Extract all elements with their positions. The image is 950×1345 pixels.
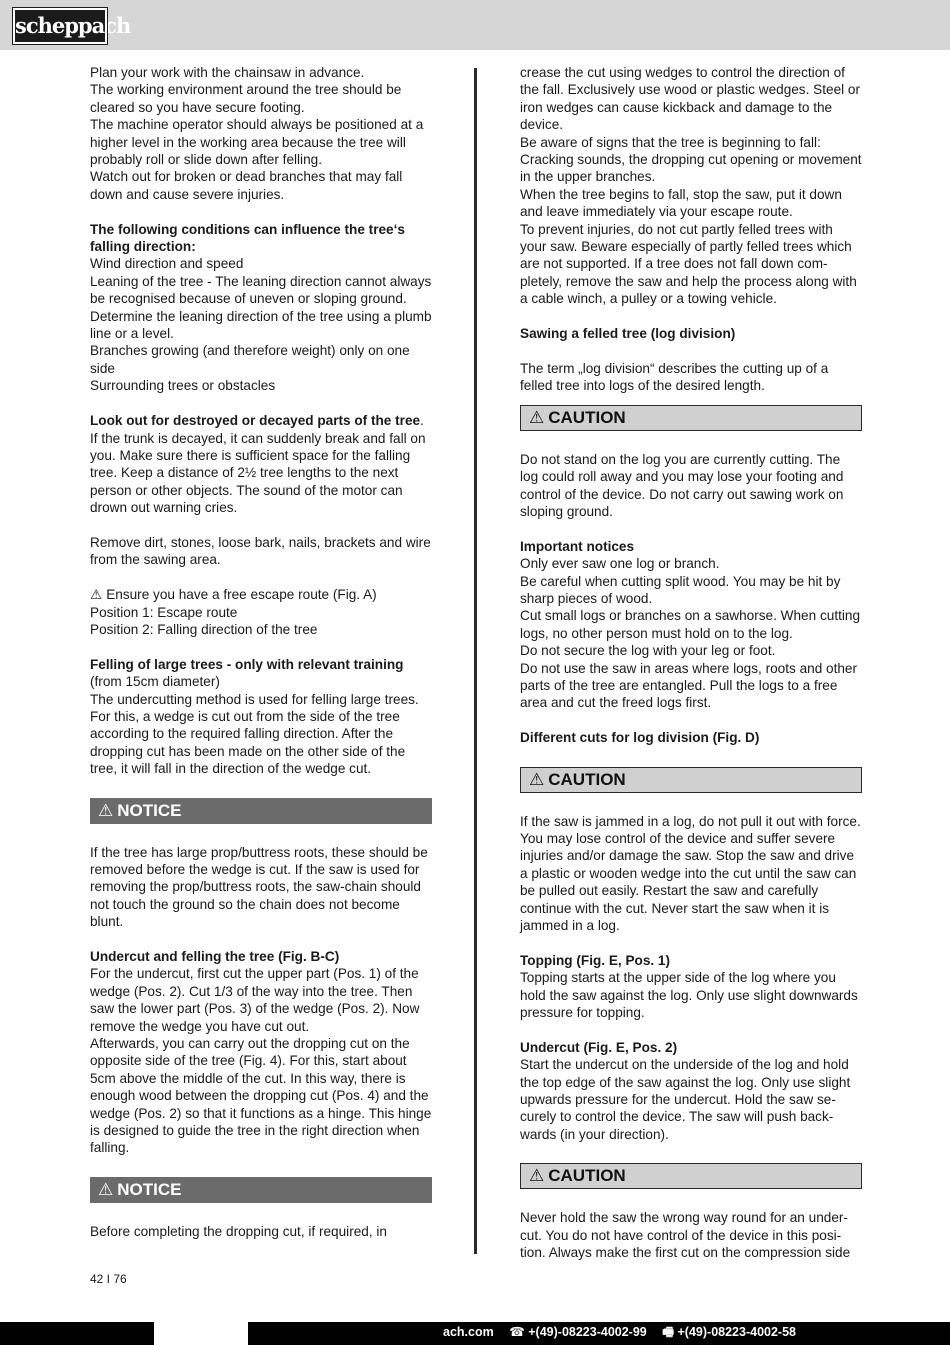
footer-gap	[154, 1322, 248, 1345]
right-column	[520, 64, 862, 1261]
caution-box	[520, 405, 862, 431]
paragraph: Plan your work with the chainsaw in advance.	[90, 65, 365, 80]
paragraph: The working environment around the tree should be cleared so you have secure footing.	[90, 82, 402, 115]
section-heading: Undercut and felling the tree (Fig. B-C)	[90, 949, 340, 964]
caution-box	[520, 767, 862, 793]
caution-box	[520, 1163, 862, 1189]
list-item: Branches growing (and therefore weight) only on one side	[90, 343, 410, 376]
section-heading: The following conditions can influence the tree‘s falling direction:	[90, 221, 405, 255]
caution-label: CAUTION	[548, 769, 626, 789]
paragraph	[90, 412, 432, 516]
paragraph: Position 1: Escape route	[90, 604, 238, 620]
paragraph-text: . If the trunk is decayed, it can suddenly break and fall on you. Make sure there is sufficient space for the falling tree. Keep a distance of 2½ tree lengths to the next person or other objects. The sound of the motor can drown out warning cries.	[90, 413, 426, 516]
paragraph: Remove dirt, stones, loose bark, nails, brackets and wire from the sawing area.	[90, 534, 431, 568]
paragraph: Watch out for broken or dead branches that may fall down and cause severe injuries.	[90, 169, 403, 202]
paragraph: crease the cut using wedges to control the direction of the fall. Exclusively use wood or plastic wedges. Steel or iron wedges can cause kickback and damage to the device.	[520, 65, 861, 133]
list-item: Wind direction and speed	[90, 256, 244, 272]
caution-label: CAUTION	[548, 1166, 626, 1186]
paragraph: The undercutting method is used for felling large trees. For this, a wedge is cut out from the side of the tree according to the required falling direction. After the dropping cut has been made on the other side of the tree, it will fall in the direction of the wedge cut.	[90, 691, 419, 777]
list-item: Only ever saw one log or branch.	[520, 556, 720, 572]
footer-contact	[431, 1322, 796, 1345]
page-number: 42 I 76	[90, 1272, 127, 1286]
left-column	[90, 64, 432, 1240]
paragraph: Be aware of signs that the tree is beginning to fall: Cracking sounds, the dropping cut opening or movement in the upper branches.	[520, 134, 862, 185]
section-heading: Different cuts for log division (Fig. D)	[520, 730, 760, 746]
page-footer	[0, 1322, 950, 1345]
notice-label: NOTICE	[117, 1179, 182, 1199]
warning-icon: ⚠	[90, 587, 103, 603]
paragraph-text: Ensure you have a free escape route (Fig. A)	[106, 587, 377, 603]
list-item: Do not use the saw in areas where logs, roots and other parts of the tree are entangled. Pull the logs to a free area and cut the freed logs first.	[520, 660, 858, 711]
warning-icon: ⚠	[529, 407, 545, 427]
scheppach-logo: scheppach	[13, 8, 107, 44]
section-heading: Sawing a felled tree (log division)	[520, 326, 736, 342]
warning-icon: ⚠	[98, 1179, 114, 1199]
notice-box	[90, 1177, 432, 1203]
paragraph: Afterwards, you can carry out the dropping cut on the opposite side of the tree (Fig. 4). For this, start about 5cm above the middle of the cut. In this way, there is enough wood between the dropping cut (Pos. 4) and the wedge (Pos. 2) so that it functions as a hinge. This hinge is designed to guide the tree in the right direction when falling.	[90, 1036, 432, 1156]
section-heading: Look out for destroyed or decayed parts of the tree	[90, 413, 421, 429]
paragraph: Do not stand on the log you are currently cutting. The log could roll away and you may lose your footing and control of the device. Do not carry out sawing work on sloping ground.	[520, 451, 844, 519]
list-item: Be careful when cutting split wood. You may be hit by sharp pieces of wood.	[520, 573, 841, 606]
paragraph: Position 2: Falling direction of the tree	[90, 621, 318, 637]
section-heading: Topping (Fig. E, Pos. 1)	[520, 952, 671, 968]
paragraph: For the undercut, first cut the upper part (Pos. 1) of the wedge (Pos. 2). Cut 1/3 of the way into the tree. Then saw the lower part (Pos. 3) of the wedge (Pos. 2). Now remove the wedge you have cut out.	[90, 966, 420, 1034]
paragraph: When the tree begins to fall, stop the saw, put it down and leave immediately via your escape route.	[520, 186, 842, 220]
paragraph: The term „log division“ describes the cutting up of a felled tree into logs of the desired length.	[520, 360, 829, 394]
list-item: Surrounding trees or obstacles	[90, 378, 276, 394]
paragraph: Topping starts at the upper side of the log where you hold the saw against the log. Only use slight downwards pressure for topping.	[520, 970, 858, 1021]
paragraph: Start the undercut on the underside of the log and hold the top edge of the saw against the log. Only use slight upwards pressure for the undercut. Hold the saw securely to control the device. The saw will push backwards (in your direction).	[520, 1057, 851, 1142]
paragraph: Before completing the dropping cut, if required, in	[90, 1223, 387, 1239]
paragraph: To prevent injuries, do not cut partly felled trees with your saw. Beware especially of partly felled trees which are not supported. If a tree does not fall down completely, remove the saw and help the process along with a cable winch, a pulley or a towing vehicle.	[520, 221, 857, 307]
caution-label: CAUTION	[548, 407, 626, 427]
footer-website: ach.com	[443, 1325, 494, 1339]
paragraph: If the saw is jammed in a log, do not pull it out with force. You may lose control of the device and suffer severe injuries and/or damage the saw. Stop the saw and drive a plastic or wooden wedge into the cut until the saw can be pulled out easily. Restart the saw and carefully continue with the cut. Never start the saw when it is jammed in a log.	[520, 813, 861, 933]
footer-phone: ☎ +(49)-08223-4002-99	[509, 1325, 647, 1339]
section-heading: Felling of large trees - only with relevant training	[90, 656, 404, 672]
notice-label: NOTICE	[117, 800, 182, 820]
footer-fax: 🖷 +(49)-08223-4002-58	[662, 1325, 796, 1339]
list-item: Cut small logs or branches on a sawhorse. When cutting logs, no other person must hold on to the log.	[520, 608, 861, 641]
paragraph: (from 15cm diameter)	[90, 674, 220, 690]
section-heading: Undercut (Fig. E, Pos. 2)	[520, 1039, 678, 1055]
list-item: Do not secure the log with your leg or foot.	[520, 643, 776, 659]
paragraph	[90, 586, 432, 603]
paragraph: If the tree has large prop/buttress roots, these should be removed before the wedge is cut. If the saw is used for removing the prop/buttress roots, the saw-chain should not touch the ground so the chain does not become blunt.	[90, 844, 428, 930]
paragraph: The machine operator should always be positioned at a higher level in the working area because the tree will probably roll or slide down after felling.	[90, 117, 424, 168]
page-header	[0, 0, 950, 50]
warning-icon: ⚠	[529, 1166, 545, 1186]
list-item: Leaning of the tree - The leaning direction cannot always be recognised because of uneven or sloping ground. Determine the leaning direction of the tree using a plumb line or a level.	[90, 273, 432, 342]
warning-icon: ⚠	[529, 769, 545, 789]
column-divider	[474, 68, 477, 1254]
notice-box	[90, 798, 432, 824]
warning-icon: ⚠	[98, 800, 114, 820]
section-heading: Important notices	[520, 538, 635, 554]
paragraph: Never hold the saw the wrong way round for an undercut. You do not have control of the device in this position. Always make the first cut on the compression side	[520, 1210, 851, 1261]
